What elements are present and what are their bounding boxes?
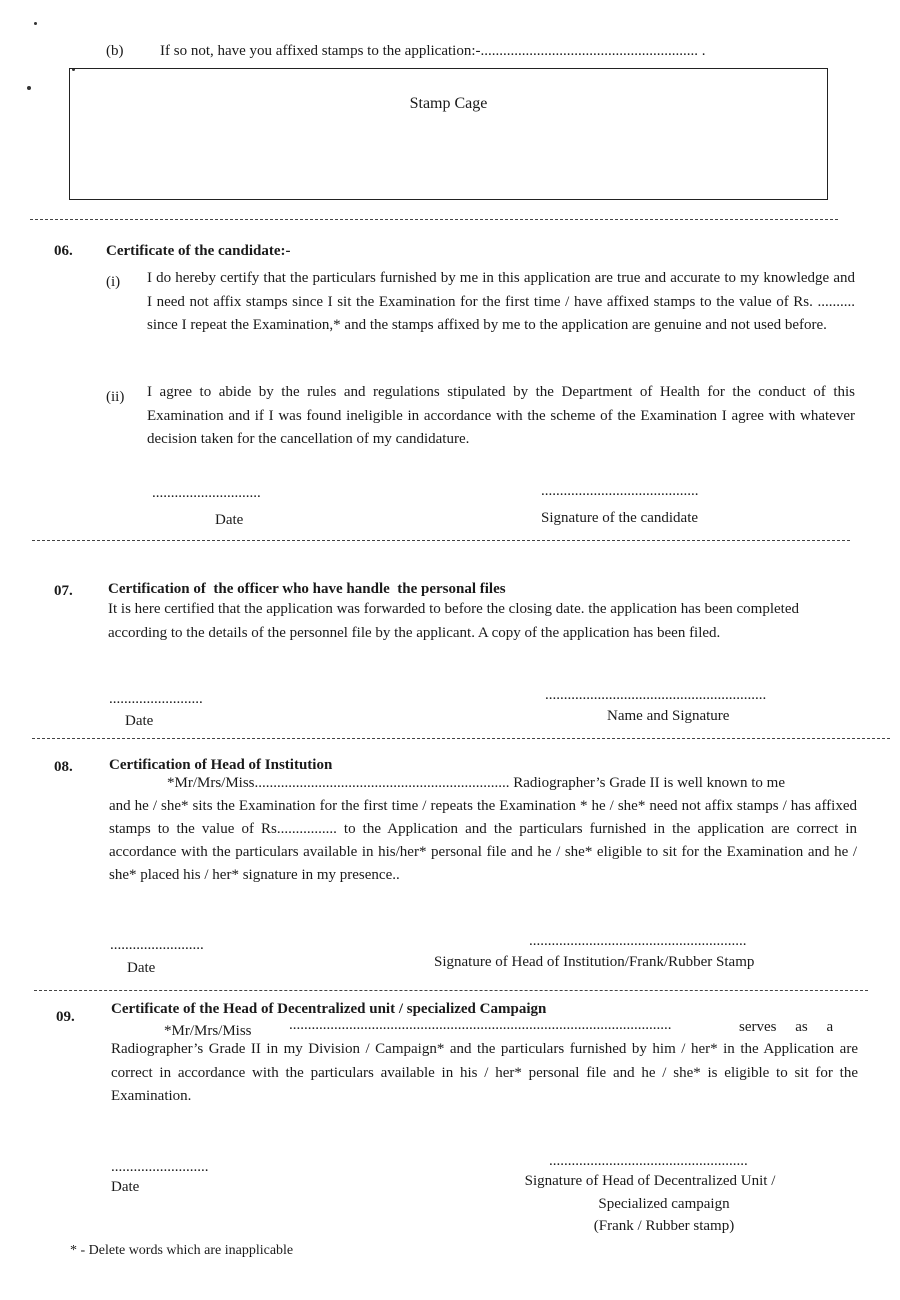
date-06-dots: ............................. bbox=[152, 485, 261, 501]
signature-07-dots: ........................................................... bbox=[545, 687, 767, 703]
signature-06-label: Signature of the candidate bbox=[541, 510, 699, 526]
signature-08-label: Signature of Head of Institution/Frank/Rubber Stamp bbox=[434, 954, 755, 970]
item-ii-text: I agree to abide by the rules and regulations stipulated by the Department of Health for the conduct of this Examination and if I was found ineligible in accordance with the scheme of the Examination I agree with whatever decision taken for the cancellation of my candidature. bbox=[147, 384, 855, 447]
date-08-dots: ......................... bbox=[110, 937, 204, 953]
section-06-title: Certificate of the candidate:- bbox=[106, 243, 291, 259]
section-09-number: 09. bbox=[56, 1009, 75, 1025]
date-09-label: Date bbox=[111, 1179, 140, 1195]
section-08-first-line: *Mr/Mrs/Miss.................................................................... Radiographer’s Grade II is well known to me bbox=[167, 775, 786, 791]
section-07-body: It is here certified that the application was forwarded to before the closing date. the application has been completed according to the details of the personnel file by the applicant. A copy of the application has been filed. bbox=[108, 601, 799, 641]
date-06-label: Date bbox=[215, 512, 244, 528]
signature-09-line2: Specialized campaign bbox=[598, 1196, 730, 1212]
footnote: * - Delete words which are inapplicable bbox=[70, 1243, 294, 1258]
signature-07-label: Name and Signature bbox=[607, 708, 730, 724]
date-07-label: Date bbox=[125, 713, 154, 729]
stamp-cage-box bbox=[69, 68, 828, 200]
section-09-first-line-dots: ...................................................................................................... bbox=[289, 1017, 672, 1033]
section-09-title: Certificate of the Head of Decentralized unit / specialized Campaign bbox=[111, 1001, 547, 1017]
signature-09-line1: Signature of Head of Decentralized Unit / bbox=[524, 1173, 776, 1189]
section-divider bbox=[34, 990, 868, 991]
signature-09-dots: ..................................................... bbox=[549, 1153, 748, 1169]
item-ii-marker: (ii) bbox=[106, 389, 125, 405]
section-06-number: 06. bbox=[54, 243, 73, 259]
section-09-first-line-right: serves as a bbox=[739, 1019, 834, 1035]
section-08-body: and he / she* sits the Examination for the first time / repeats the Examination * he / she* need not affix stamps / has affixed stamps to the value of Rs................ to the Application and the particulars furnished in the application are correct in accordance with the particulars available in his/her* personal file and he / she* eligible to sit for the Examination and he / she* placed his / her* signature in my presence.. bbox=[109, 798, 857, 883]
section-divider bbox=[32, 738, 890, 739]
section-09-body: Radiographer’s Grade II in my Division / Campaign* and the particulars furnished by him / her* in the Application are correct in accordance with the particulars available in his / her* personal file and he / she* is eligible to sit for the Examination. bbox=[111, 1041, 858, 1104]
stamp-cage-label: Stamp Cage bbox=[409, 95, 488, 112]
section-08-title: Certification of Head of Institution bbox=[109, 757, 333, 773]
section-08-number: 08. bbox=[54, 759, 73, 775]
item-i-marker: (i) bbox=[106, 274, 121, 290]
section-divider bbox=[30, 219, 838, 220]
date-07-dots: ......................... bbox=[109, 691, 203, 707]
date-09-dots: .......................... bbox=[111, 1159, 209, 1175]
section-07-number: 07. bbox=[54, 583, 73, 599]
signature-06-dots: .......................................... bbox=[541, 483, 699, 499]
question-b-marker: (b) bbox=[106, 43, 124, 59]
item-i-text: I do hereby certify that the particulars furnished by me in this application are true and accurate to my knowledge and I need not affix stamps since I sit the Examination for the first time / have affixed stamps to the value of Rs. .......... since I repeat the Examination,* and the stamps affixed by me to the application are genuine and not used before. bbox=[147, 270, 855, 333]
question-b-text: If so not, have you affixed stamps to the application:-.......................................................... . bbox=[160, 43, 706, 59]
signature-08-dots: .......................................................... bbox=[529, 933, 747, 949]
section-07-title: Certification of the officer who have handle the personal files bbox=[108, 581, 506, 597]
section-divider bbox=[32, 540, 850, 541]
section-09-first-line-left: *Mr/Mrs/Miss bbox=[164, 1023, 252, 1039]
signature-09-line3: (Frank / Rubber stamp) bbox=[593, 1218, 735, 1234]
date-08-label: Date bbox=[127, 960, 156, 976]
